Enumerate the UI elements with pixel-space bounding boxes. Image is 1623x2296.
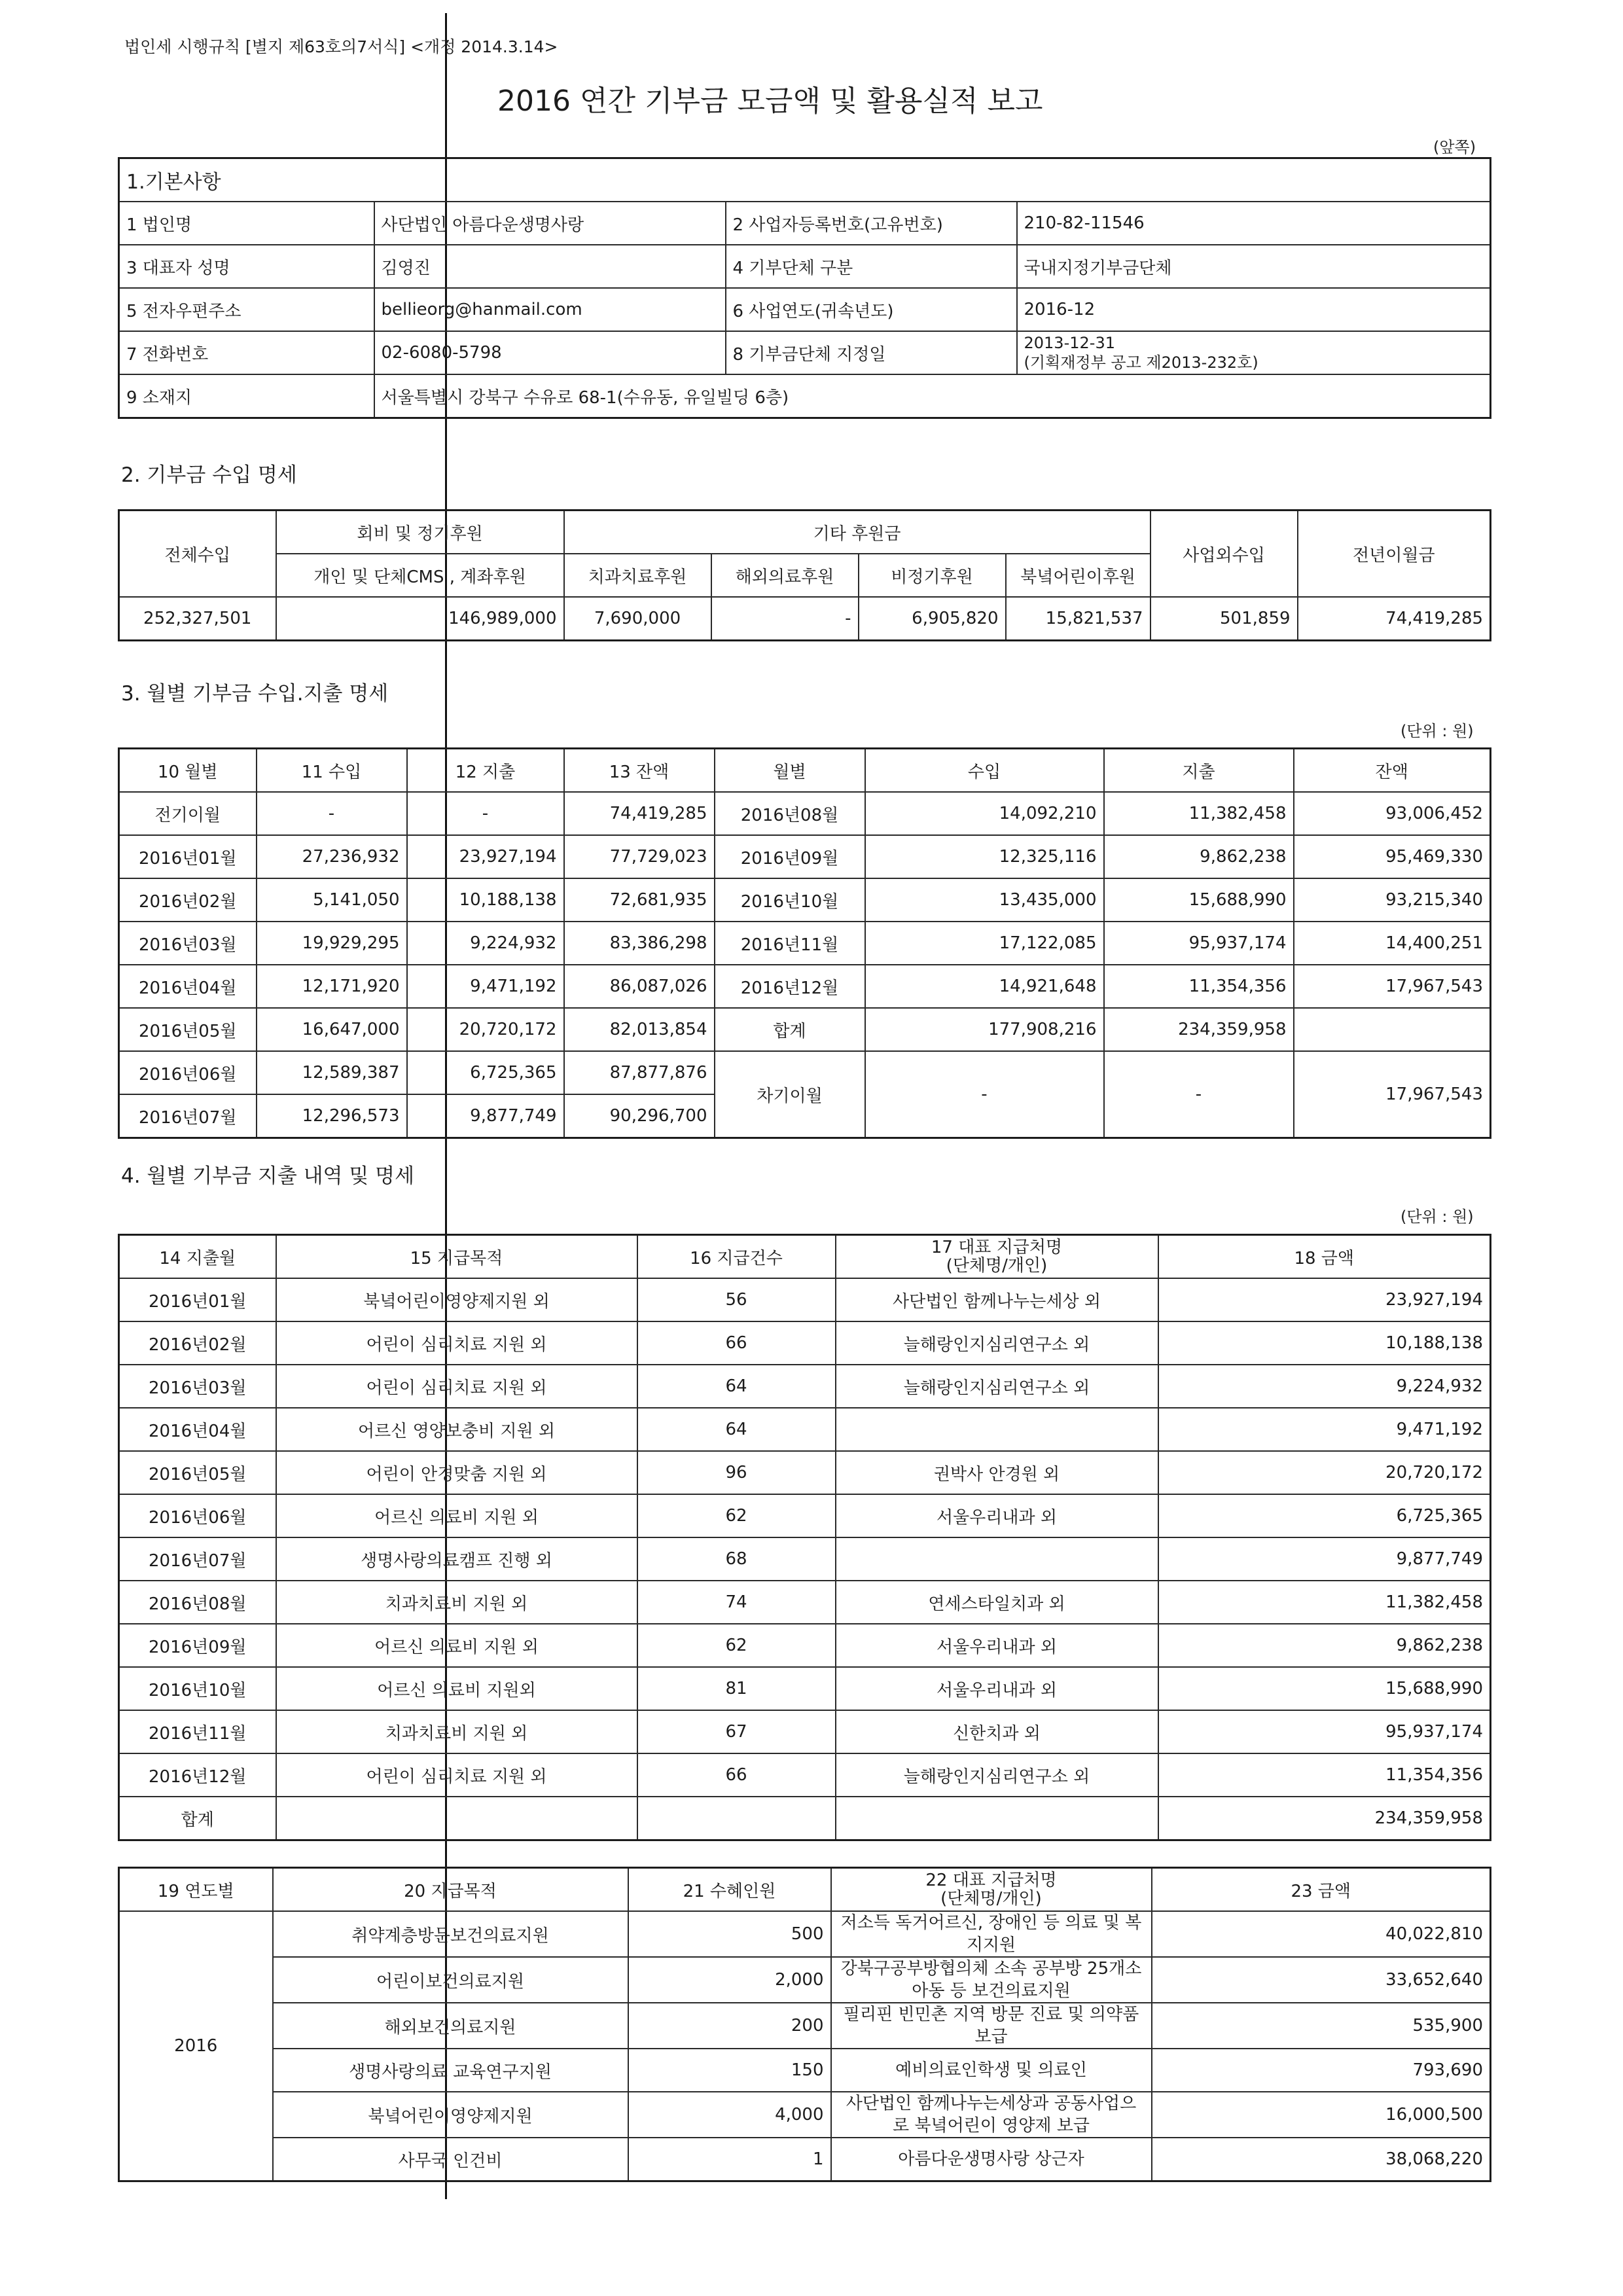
purpose-cell: 북녘어린이영양제지원 — [273, 2092, 628, 2138]
balance-cell: 87,877,876 — [564, 1051, 715, 1094]
payee-cell: 서울우리내과 외 — [836, 1624, 1158, 1667]
empty-cell — [637, 1797, 836, 1840]
income-cell: 12,325,116 — [865, 835, 1104, 878]
income-cell: 19,929,295 — [257, 922, 407, 965]
value-nonbusiness: 501,859 — [1150, 597, 1298, 641]
header-member-dues: 회비 및 정기후원 — [276, 511, 564, 554]
payee-cell — [836, 1408, 1158, 1451]
amount-cell: 40,022,810 — [1152, 1911, 1491, 1957]
total-balance-cell — [1294, 1008, 1491, 1051]
month-cell: 2016년08월 — [715, 792, 865, 835]
payee-cell: 사단법인 함께나누는세상과 공동사업으로 북녘어린이 영양제 보급 — [831, 2092, 1152, 2138]
purpose-cell: 어르신 의료비 지원 외 — [276, 1494, 637, 1537]
table-row — [119, 1408, 1491, 1451]
header-year: 19 연도별 — [119, 1868, 273, 1912]
table-row — [119, 922, 1491, 965]
label-biz-no: 2 사업자등록번호(고유번호) — [726, 202, 1017, 245]
beneficiary-cell: 2,000 — [628, 1957, 831, 2003]
month-cell: 2016년12월 — [119, 1753, 276, 1797]
month-cell: 2016년10월 — [119, 1667, 276, 1710]
purpose-cell: 어르신 영양보충비 지원 외 — [276, 1408, 637, 1451]
month-cell: 2016년09월 — [119, 1624, 276, 1667]
payee-cell: 연세스타일치과 외 — [836, 1581, 1158, 1624]
purpose-cell: 어르신 의료비 지원외 — [276, 1667, 637, 1710]
label-org-type: 4 기부단체 구분 — [726, 245, 1017, 288]
balance-cell: 90,296,700 — [564, 1094, 715, 1138]
balance-cell: 74,419,285 — [564, 792, 715, 835]
balance-cell: 86,087,026 — [564, 965, 715, 1008]
basic-info-table — [118, 157, 1491, 419]
expense-cell: 11,382,458 — [1104, 792, 1294, 835]
value-total-income: 252,327,501 — [119, 597, 276, 641]
label-phone: 7 전화번호 — [119, 331, 374, 374]
income-cell: 27,236,932 — [257, 835, 407, 878]
income-cell: - — [257, 792, 407, 835]
expense-cell: 11,354,356 — [1104, 965, 1294, 1008]
table-row — [119, 1051, 1491, 1094]
header-payee-line2: (단체명/개인) — [946, 1256, 1048, 1276]
amount-cell: 10,188,138 — [1158, 1321, 1491, 1365]
balance-cell: 93,006,452 — [1294, 792, 1491, 835]
count-cell: 56 — [637, 1278, 836, 1321]
balance-cell: 77,729,023 — [564, 835, 715, 878]
balance-cell: 83,386,298 — [564, 922, 715, 965]
count-cell: 67 — [637, 1710, 836, 1753]
payee-cell: 권박사 안경원 외 — [836, 1451, 1158, 1494]
value-biz-no: 210-82-11546 — [1017, 202, 1491, 245]
count-cell: 62 — [637, 1624, 836, 1667]
amount-cell: 9,877,749 — [1158, 1537, 1491, 1581]
section1-title: 1.기본사항 — [119, 158, 1491, 202]
beneficiary-cell: 4,000 — [628, 2092, 831, 2138]
header-expense-2: 지출 — [1104, 749, 1294, 793]
monthly-expense-table — [118, 1234, 1491, 1841]
month-cell: 전기이월 — [119, 792, 257, 835]
section3-unit: (단위 : 원) — [1400, 722, 1474, 740]
month-cell: 2016년10월 — [715, 878, 865, 922]
purpose-cell: 북녘어린이영양제지원 외 — [276, 1278, 637, 1321]
purpose-cell: 어린이 심리치료 지원 외 — [276, 1365, 637, 1408]
expense-cell: 20,720,172 — [407, 1008, 564, 1051]
income-cell: 16,647,000 — [257, 1008, 407, 1051]
month-cell: 2016년12월 — [715, 965, 865, 1008]
income-table — [118, 509, 1491, 641]
header-balance: 13 잔액 — [564, 749, 715, 793]
table-row — [119, 1957, 1491, 2003]
total-label-cell: 합계 — [715, 1008, 865, 1051]
expense-cell: - — [407, 792, 564, 835]
value-rep-name: 김영진 — [374, 245, 726, 288]
label-email: 5 전자우편주소 — [119, 288, 374, 331]
header-payee-annual-line2: (단체명/개인) — [940, 1889, 1042, 1909]
value-org-type: 국내지정기부금단체 — [1017, 245, 1491, 288]
label-corp-name: 1 법인명 — [119, 202, 374, 245]
balance-cell: 17,967,543 — [1294, 965, 1491, 1008]
header-nonbusiness-income: 사업외수입 — [1150, 511, 1298, 598]
month-cell: 2016년09월 — [715, 835, 865, 878]
table-row — [119, 1581, 1491, 1624]
balance-cell: 95,469,330 — [1294, 835, 1491, 878]
amount-cell: 33,652,640 — [1152, 1957, 1491, 2003]
payee-cell: 서울우리내과 외 — [836, 1494, 1158, 1537]
amount-cell: 793,690 — [1152, 2049, 1491, 2092]
payee-cell: 필리핀 빈민촌 지역 방문 진료 및 의약품 보급 — [831, 2003, 1152, 2049]
expense-cell: 10,188,138 — [407, 878, 564, 922]
table-row — [119, 1710, 1491, 1753]
header-payee-annual-line1: 22 대표 지급처명 — [925, 1871, 1057, 1890]
payee-cell: 늘해랑인지심리연구소 외 — [836, 1321, 1158, 1365]
designation-date: 2013-12-31 — [1024, 334, 1115, 352]
table-row — [119, 1753, 1491, 1797]
header-irregular: 비정기후원 — [859, 554, 1006, 597]
purpose-cell: 어린이 심리치료 지원 외 — [276, 1321, 637, 1365]
expense-cell: 95,937,174 — [1104, 922, 1294, 965]
balance-cell: 72,681,935 — [564, 878, 715, 922]
month-cell: 2016년04월 — [119, 965, 257, 1008]
expense-cell: 9,471,192 — [407, 965, 564, 1008]
table-row — [119, 1667, 1491, 1710]
table-row — [119, 2138, 1491, 2181]
month-cell: 2016년01월 — [119, 835, 257, 878]
total-row — [119, 1797, 1491, 1840]
carry-next-balance: 17,967,543 — [1294, 1051, 1491, 1138]
header-purpose-annual: 20 지급목적 — [273, 1868, 628, 1912]
purpose-cell: 어린이 안경맞춤 지원 외 — [276, 1451, 637, 1494]
value-dental: 7,690,000 — [564, 597, 711, 641]
month-cell: 2016년08월 — [119, 1581, 276, 1624]
value-overseas: - — [711, 597, 859, 641]
beneficiary-cell: 150 — [628, 2049, 831, 2092]
header-month: 10 월별 — [119, 749, 257, 793]
purpose-cell: 사무국 인건비 — [273, 2138, 628, 2181]
count-cell: 64 — [637, 1408, 836, 1451]
payee-cell: 강북구공부방협의체 소속 공부방 25개소 아동 등 보건의료지원 — [831, 1957, 1152, 2003]
income-cell: 12,171,920 — [257, 965, 407, 1008]
total-label: 합계 — [119, 1797, 276, 1840]
count-cell: 64 — [637, 1365, 836, 1408]
value-address: 서울특별시 강북구 수유로 68-1(수유동, 유일빌딩 6층) — [374, 374, 1491, 418]
table-row — [119, 1008, 1491, 1051]
count-cell: 68 — [637, 1537, 836, 1581]
beneficiary-cell: 1 — [628, 2138, 831, 2181]
payee-cell: 아름다운생명사랑 상근자 — [831, 2138, 1152, 2181]
label-designation-date: 8 기부금단체 지정일 — [726, 331, 1017, 374]
value-nk-children: 15,821,537 — [1006, 597, 1150, 641]
total-amount: 234,359,958 — [1158, 1797, 1491, 1840]
table-row — [119, 1365, 1491, 1408]
purpose-cell: 해외보건의료지원 — [273, 2003, 628, 2049]
count-cell: 62 — [637, 1494, 836, 1537]
expense-cell: 15,688,990 — [1104, 878, 1294, 922]
purpose-cell: 치과치료비 지원 외 — [276, 1710, 637, 1753]
header-expense-month: 14 지출월 — [119, 1235, 276, 1279]
section4-unit: (단위 : 원) — [1400, 1208, 1474, 1226]
value-designation-date — [1017, 331, 1491, 374]
header-payee-line1: 17 대표 지급처명 — [931, 1238, 1063, 1257]
header-payee-annual — [831, 1868, 1152, 1912]
label-address: 9 소재지 — [119, 374, 374, 418]
value-phone: 02-6080-5798 — [374, 331, 726, 374]
table-row — [119, 2092, 1491, 2138]
beneficiary-cell: 500 — [628, 1911, 831, 1957]
header-cms-transfer: 개인 및 단체CMS , 계좌후원 — [276, 554, 564, 597]
table-row — [119, 965, 1491, 1008]
month-cell: 2016년02월 — [119, 1321, 276, 1365]
designation-notice: (기획재정부 공고 제2013-232호) — [1024, 353, 1258, 372]
page-side-label: (앞쪽) — [1433, 138, 1476, 156]
section2-title: 2. 기부금 수입 명세 — [121, 463, 297, 487]
value-carryover: 74,419,285 — [1298, 597, 1491, 641]
purpose-cell: 어린이보건의료지원 — [273, 1957, 628, 2003]
payee-cell: 사단법인 함께나누는세상 외 — [836, 1278, 1158, 1321]
table-row — [119, 878, 1491, 922]
header-overseas: 해외의료후원 — [711, 554, 859, 597]
amount-cell: 23,927,194 — [1158, 1278, 1491, 1321]
expense-cell: 23,927,194 — [407, 835, 564, 878]
month-cell: 2016년01월 — [119, 1278, 276, 1321]
value-email: bellieorg@hanmail.com — [374, 288, 726, 331]
value-irregular: 6,905,820 — [859, 597, 1006, 641]
label-rep-name: 3 대표자 성명 — [119, 245, 374, 288]
header-payee — [836, 1235, 1158, 1279]
purpose-cell: 치과치료비 지원 외 — [276, 1581, 637, 1624]
header-dental: 치과치료후원 — [564, 554, 711, 597]
amount-cell: 535,900 — [1152, 2003, 1491, 2049]
amount-cell: 20,720,172 — [1158, 1451, 1491, 1494]
income-cell: 5,141,050 — [257, 878, 407, 922]
amount-cell: 38,068,220 — [1152, 2138, 1491, 2181]
table-row — [119, 1451, 1491, 1494]
count-cell: 96 — [637, 1451, 836, 1494]
balance-cell: 93,215,340 — [1294, 878, 1491, 922]
count-cell: 81 — [637, 1667, 836, 1710]
payee-cell: 저소득 독거어르신, 장애인 등 의료 및 복지지원 — [831, 1911, 1152, 1957]
total-expense-cell: 234,359,958 — [1104, 1008, 1294, 1051]
month-cell: 2016년11월 — [715, 922, 865, 965]
income-cell: 12,296,573 — [257, 1094, 407, 1138]
header-amount-annual: 23 금액 — [1152, 1868, 1491, 1912]
empty-cell — [276, 1797, 637, 1840]
purpose-cell: 생명사랑의료캠프 진행 외 — [276, 1537, 637, 1581]
table-row — [119, 1911, 1491, 1957]
header-income-2: 수입 — [865, 749, 1104, 793]
annual-purpose-table — [118, 1867, 1491, 2182]
income-cell: 14,921,648 — [865, 965, 1104, 1008]
balance-cell: 82,013,854 — [564, 1008, 715, 1051]
table-row — [119, 2049, 1491, 2092]
count-cell: 66 — [637, 1753, 836, 1797]
amount-cell: 11,382,458 — [1158, 1581, 1491, 1624]
amount-cell: 11,354,356 — [1158, 1753, 1491, 1797]
header-balance-2: 잔액 — [1294, 749, 1491, 793]
amount-cell: 9,862,238 — [1158, 1624, 1491, 1667]
count-cell: 74 — [637, 1581, 836, 1624]
balance-cell: 14,400,251 — [1294, 922, 1491, 965]
amount-cell: 16,000,500 — [1152, 2092, 1491, 2138]
amount-cell: 9,224,932 — [1158, 1365, 1491, 1408]
expense-cell: 9,224,932 — [407, 922, 564, 965]
value-fiscal-year: 2016-12 — [1017, 288, 1491, 331]
count-cell: 66 — [637, 1321, 836, 1365]
expense-cell: 9,862,238 — [1104, 835, 1294, 878]
year-cell: 2016 — [119, 1911, 273, 2181]
purpose-cell: 생명사랑의료 교육연구지원 — [273, 2049, 628, 2092]
table-row — [119, 1278, 1491, 1321]
income-cell: 13,435,000 — [865, 878, 1104, 922]
header-beneficiaries: 21 수혜인원 — [628, 1868, 831, 1912]
purpose-cell: 어르신 의료비 지원 외 — [276, 1624, 637, 1667]
total-income-cell: 177,908,216 — [865, 1008, 1104, 1051]
label-fiscal-year: 6 사업연도(귀속년도) — [726, 288, 1017, 331]
payee-cell — [836, 1537, 1158, 1581]
month-cell: 2016년04월 — [119, 1408, 276, 1451]
monthly-table — [118, 747, 1491, 1139]
payee-cell: 예비의료인학생 및 의료인 — [831, 2049, 1152, 2092]
month-cell: 2016년02월 — [119, 878, 257, 922]
income-cell: 12,589,387 — [257, 1051, 407, 1094]
carry-next-expense: - — [1104, 1051, 1294, 1138]
beneficiary-cell: 200 — [628, 2003, 831, 2049]
header-income: 11 수입 — [257, 749, 407, 793]
month-cell: 2016년06월 — [119, 1494, 276, 1537]
payee-cell: 늘해랑인지심리연구소 외 — [836, 1753, 1158, 1797]
header-other-donations: 기타 후원금 — [564, 511, 1150, 554]
carry-next-label: 차기이월 — [715, 1051, 865, 1138]
empty-cell — [836, 1797, 1158, 1840]
header-month-2: 월별 — [715, 749, 865, 793]
table-row — [119, 835, 1491, 878]
table-row — [119, 1321, 1491, 1365]
header-purpose: 15 지급목적 — [276, 1235, 637, 1279]
header-expense: 12 지출 — [407, 749, 564, 793]
header-carryover: 전년이월금 — [1298, 511, 1491, 598]
purpose-cell: 취약계층방문보건의료지원 — [273, 1911, 628, 1957]
value-corp-name: 사단법인 아름다운생명사랑 — [374, 202, 726, 245]
month-cell: 2016년03월 — [119, 1365, 276, 1408]
expense-cell: 9,877,749 — [407, 1094, 564, 1138]
amount-cell: 6,725,365 — [1158, 1494, 1491, 1537]
month-cell: 2016년06월 — [119, 1051, 257, 1094]
header-amount: 18 금액 — [1158, 1235, 1491, 1279]
purpose-cell: 어린이 심리치료 지원 외 — [276, 1753, 637, 1797]
section4-title: 4. 월별 기부금 지출 내역 및 명세 — [121, 1164, 415, 1188]
table-row — [119, 1624, 1491, 1667]
month-cell: 2016년05월 — [119, 1008, 257, 1051]
header-total-income: 전체수입 — [119, 511, 276, 598]
table-row — [119, 1537, 1491, 1581]
month-cell: 2016년07월 — [119, 1094, 257, 1138]
income-cell: 17,122,085 — [865, 922, 1104, 965]
month-cell: 2016년03월 — [119, 922, 257, 965]
value-member-dues: 146,989,000 — [276, 597, 564, 641]
table-row — [119, 1494, 1491, 1537]
income-cell: 14,092,210 — [865, 792, 1104, 835]
page-title: 2016 연간 기부금 모금액 및 활용실적 보고 — [497, 84, 1043, 118]
month-cell: 2016년05월 — [119, 1451, 276, 1494]
amount-cell: 9,471,192 — [1158, 1408, 1491, 1451]
expense-cell: 6,725,365 — [407, 1051, 564, 1094]
month-cell: 2016년11월 — [119, 1710, 276, 1753]
amount-cell: 15,688,990 — [1158, 1667, 1491, 1710]
form-reference: 법인세 시행규칙 [별지 제63호의7서식] <개정 2014.3.14> — [124, 37, 558, 56]
amount-cell: 95,937,174 — [1158, 1710, 1491, 1753]
payee-cell: 서울우리내과 외 — [836, 1667, 1158, 1710]
header-nk-children: 북녘어린이후원 — [1006, 554, 1150, 597]
section3-title: 3. 월별 기부금 수입.지출 명세 — [121, 682, 389, 706]
month-cell: 2016년07월 — [119, 1537, 276, 1581]
carry-next-income: - — [865, 1051, 1104, 1138]
payee-cell: 늘해랑인지심리연구소 외 — [836, 1365, 1158, 1408]
table-row — [119, 792, 1491, 835]
header-count: 16 지급건수 — [637, 1235, 836, 1279]
payee-cell: 신한치과 외 — [836, 1710, 1158, 1753]
table-row — [119, 2003, 1491, 2049]
